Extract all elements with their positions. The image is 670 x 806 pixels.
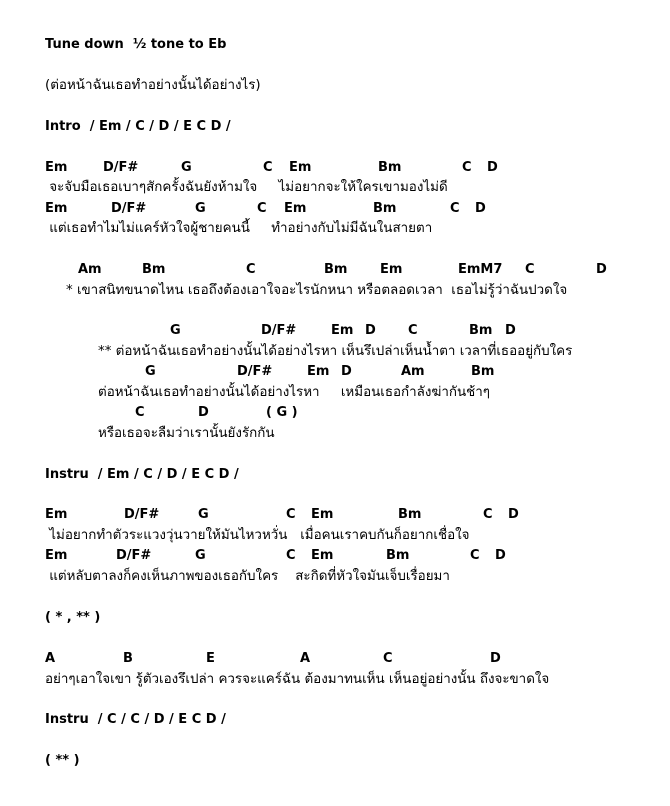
chord-symbol: Bm [324,262,348,277]
chord-symbol: D [198,405,209,420]
chord-symbol: Bm [398,507,422,522]
chord-symbol: D [505,323,516,338]
chord-symbol: C [135,405,145,420]
chord-symbol: A [45,651,56,666]
lyric-line: ต่อหน้าฉันเธอทำอย่างนั้นได้อย่างไรหา เหมือนเธอกำลังฆ่ากันช้าๆ [98,385,490,400]
lyric-line: หรือเธอจะลืมว่าเรานั้นยังรักกัน [98,426,275,441]
chord-symbol: Em [311,507,334,522]
chord-symbol: G [181,160,192,175]
chord-symbol: G [198,507,209,522]
chord-symbol: Em [289,160,312,175]
chord-symbol: Bm [378,160,402,175]
chord-symbol: D/F# [237,364,273,379]
chord-symbol: G [195,201,206,216]
chord-symbol: C [483,507,493,522]
chord-symbol: D [341,364,352,379]
chord-symbol: A [300,651,311,666]
chord-symbol: Em [45,507,68,522]
chord-symbol: ( G ) [266,405,298,420]
chord-symbol: Em [45,160,68,175]
chord-symbol: Em [331,323,354,338]
chord-symbol: B [123,651,133,666]
lyric-line: จะจับมือเธอเบาๆสักครั้งฉันยังห้ามใจ ไม่อยากจะให้ใครเขามองไม่ดี [45,180,448,195]
lyric-line: * เขาสนิทขนาดไหน เธอถึงต้องเอาใจอะไรนักหนา หรือตลอดเวลา เธอไม่รู้ว่าฉันปวดใจ [66,283,568,298]
lyric-line: ไม่อยากทำตัวระแวงวุ่นวายให้มันไหวหวั่น เมื่อคนเราคบกันก็อยากเชื่อใจ [45,528,470,543]
chord-symbol: C [246,262,256,277]
lyric-line: อย่าๆเอาใจเขา รู้ตัวเองรึเปล่า ควรจะแคร์ฉัน ต้องมาทนเห็น เห็นอยู่อย่างนั้น ถึงจะขาดใจ [45,672,550,687]
chord-symbol: D/F# [124,507,160,522]
chord-symbol: D [508,507,519,522]
chord-symbol: C [383,651,393,666]
chord-symbol: D/F# [116,548,152,563]
chord-symbol: Em [284,201,307,216]
chord-symbol: C [263,160,273,175]
chord-symbol: D [596,262,607,277]
intro-line: Intro / Em / C / D / E C D / [45,119,231,134]
chord-symbol: G [145,364,156,379]
chord-symbol: C [257,201,267,216]
lyric-line: ** ต่อหน้าฉันเธอทำอย่างนั้นได้อย่างไรหา เห็นรึเปล่าเห็นน้ำตา เวลาที่เธออยู่กับใคร [98,344,573,359]
chord-symbol: E [206,651,215,666]
chord-symbol: EmM7 [458,262,503,277]
chord-symbol: Bm [469,323,493,338]
chord-symbol: Am [401,364,425,379]
chord-symbol: Em [380,262,403,277]
repeat-marker-1: ( * , ** ) [45,610,101,625]
chord-symbol: D [475,201,486,216]
instrumental-line-2: Instru / C / C / D / E C D / [45,712,226,727]
chord-symbol: D/F# [261,323,297,338]
chord-symbol: C [470,548,480,563]
lyric-line: แต่หลับตาลงก็คงเห็นภาพของเธอกับใคร สะกิดที่หัวใจมันเจ็บเรื่อยมา [45,569,450,584]
chord-symbol: D [365,323,376,338]
repeat-marker-2: ( ** ) [45,753,80,768]
instrumental-line-1: Instru / Em / C / D / E C D / [45,467,239,482]
chord-symbol: G [170,323,181,338]
chord-symbol: Em [45,548,68,563]
chord-symbol: C [450,201,460,216]
chord-symbol: Bm [386,548,410,563]
chord-symbol: D/F# [103,160,139,175]
chord-symbol: D [487,160,498,175]
lyric-line: แต่เธอทำไมไม่แคร์หัวใจผู้ชายคนนี้ ทำอย่างกับไม่มีฉันในสายตา [45,221,433,236]
chord-symbol: Bm [373,201,397,216]
chord-symbol: C [462,160,472,175]
chord-symbol: C [286,507,296,522]
chord-symbol: Em [45,201,68,216]
chord-symbol: D/F# [111,201,147,216]
chord-symbol: G [195,548,206,563]
chord-symbol: Am [78,262,102,277]
chord-symbol: Bm [471,364,495,379]
chord-symbol: C [286,548,296,563]
chord-symbol: Bm [142,262,166,277]
chord-symbol: Em [307,364,330,379]
chord-symbol: C [525,262,535,277]
chord-symbol: C [408,323,418,338]
song-title: (ต่อหน้าฉันเธอทำอย่างนั้นได้อย่างไร) [45,78,261,93]
chord-symbol: D [495,548,506,563]
chord-symbol: D [490,651,501,666]
chord-symbol: Em [311,548,334,563]
tuning-note: Tune down ½ tone to Eb [45,37,227,52]
